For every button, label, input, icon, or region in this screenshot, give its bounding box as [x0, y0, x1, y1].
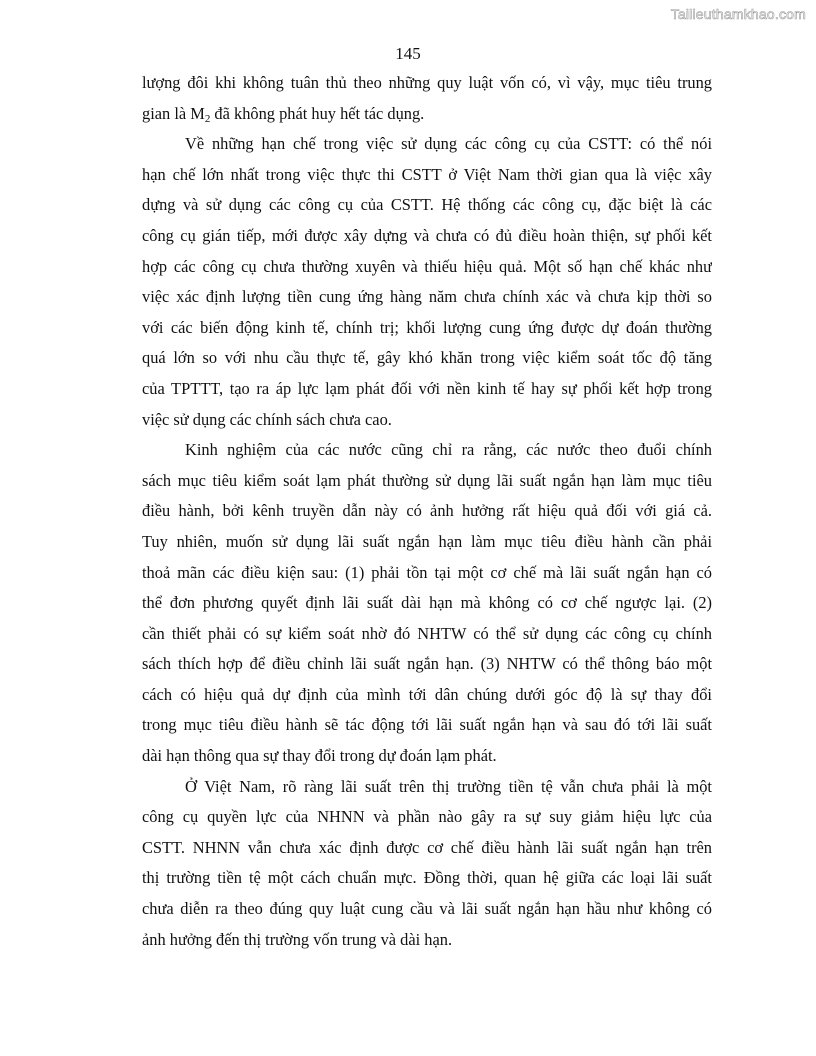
text-line: thị trường tiền tệ một cách chuẩn mực. Đồng thời, quan hệ giữa các loại lãi suất — [142, 868, 712, 888]
paragraph — [142, 129, 712, 435]
text-line: Kinh nghiệm của các nước cũng chỉ ra rằng, các nước theo đuổi chính — [185, 440, 712, 460]
text-line: CSTT. NHNN vẫn chưa xác định được cơ chế điều hành lãi suất ngắn hạn trên — [142, 837, 712, 857]
paragraph — [142, 772, 712, 956]
text-line: trong mục tiêu điều hành sẽ tác động tới lãi suất ngắn hạn và sau đó tới lãi suất — [142, 715, 712, 735]
text-line: của TPTTT, tạo ra áp lực lạm phát đối với nền kinh tế hay sự phối kết hợp trong — [142, 378, 712, 398]
text-line: điều hành, bởi kênh truyền dẫn này có ảnh hưởng rất hiệu quả đối với giá cả. — [142, 501, 712, 521]
text-line: Về những hạn chế trong việc sử dụng các công cụ của CSTT: có thể nói — [185, 134, 712, 154]
text-line: dựng và sử dụng các công cụ của CSTT. Hệ thống các công cụ, đặc biệt là các — [142, 195, 712, 215]
text-line: dài hạn thông qua sự thay đổi trong dự đoán lạm phát. — [142, 746, 497, 766]
text-line: hạn chế lớn nhất trong việc thực thi CSTT ở Việt Nam thời gian qua là việc xây — [142, 164, 712, 184]
text-line: sách mục tiêu kiểm soát lạm phát thường sử dụng lãi suất ngắn hạn làm mục tiêu — [142, 470, 712, 490]
watermark: Tailieuthamkhao.com — [670, 6, 806, 22]
text-line: với các biến động kinh tế, chính trị; khối lượng cung ứng được dự đoán thường — [142, 317, 712, 337]
text-line: thoả mãn các điều kiện sau: (1) phải tồn tại một cơ chế mà lãi suất ngắn hạn có — [142, 562, 712, 582]
text-line: chưa diễn ra theo đúng quy luật cung cầu và lãi suất ngắn hạn hầu như không có — [142, 899, 712, 919]
text-line: Tuy nhiên, muốn sử dụng lãi suất ngắn hạn làm mục tiêu điều hành cần phải — [142, 531, 712, 551]
text-line: công cụ gián tiếp, mới được xây dựng và chưa có đủ điều hoàn thiện, sự phối kết — [142, 225, 712, 245]
document-body — [142, 68, 712, 955]
text-line: cách có hiệu quả dự định của mình tới dân chúng dưới góc độ là sự thay đổi — [142, 684, 712, 704]
text-line: sách thích hợp để điều chỉnh lãi suất ngắn hạn. (3) NHTW có thể thông báo một — [142, 654, 712, 674]
text-line: cần thiết phải có sự kiểm soát nhờ đó NHTW có thể sử dụng các công cụ chính — [142, 623, 712, 643]
text-fragment: gian là M — [142, 103, 205, 123]
text-line: việc xác định lượng tiền cung ứng hàng năm chưa chính xác và chưa kịp thời so — [142, 287, 712, 307]
paragraph — [142, 68, 712, 129]
text-line: Ở Việt Nam, rõ ràng lãi suất trên thị trường tiền tệ vẫn chưa phải là một — [185, 776, 712, 796]
text-line: hợp các công cụ chưa thường xuyên và thiếu hiệu quả. Một số hạn chế khác như — [142, 256, 712, 276]
text-line: lượng đôi khi không tuân thủ theo những quy luật vốn có, vì vậy, mục tiêu trung — [142, 73, 712, 92]
text-line: ảnh hưởng đến thị trường vốn trung và dài hạn. — [142, 929, 453, 949]
subscript: 2 — [204, 112, 211, 125]
paragraph — [142, 435, 712, 772]
text-fragment: đã không phát huy hết tác dụng. — [210, 103, 425, 123]
text-line: quá lớn so với nhu cầu thực tế, gây khó khăn trong việc kiểm soát tốc độ tăng — [142, 348, 712, 368]
page-number: 145 — [395, 44, 421, 63]
text-line: công cụ quyền lực của NHNN và phần nào gây ra sự suy giảm hiệu lực của — [142, 807, 712, 827]
text-line: việc sử dụng các chính sách chưa cao. — [142, 409, 392, 429]
text-line — [142, 99, 712, 130]
text-line: thể đơn phương quyết định lãi suất dài hạn mà không có cơ chế ngược lại. (2) — [142, 593, 712, 613]
